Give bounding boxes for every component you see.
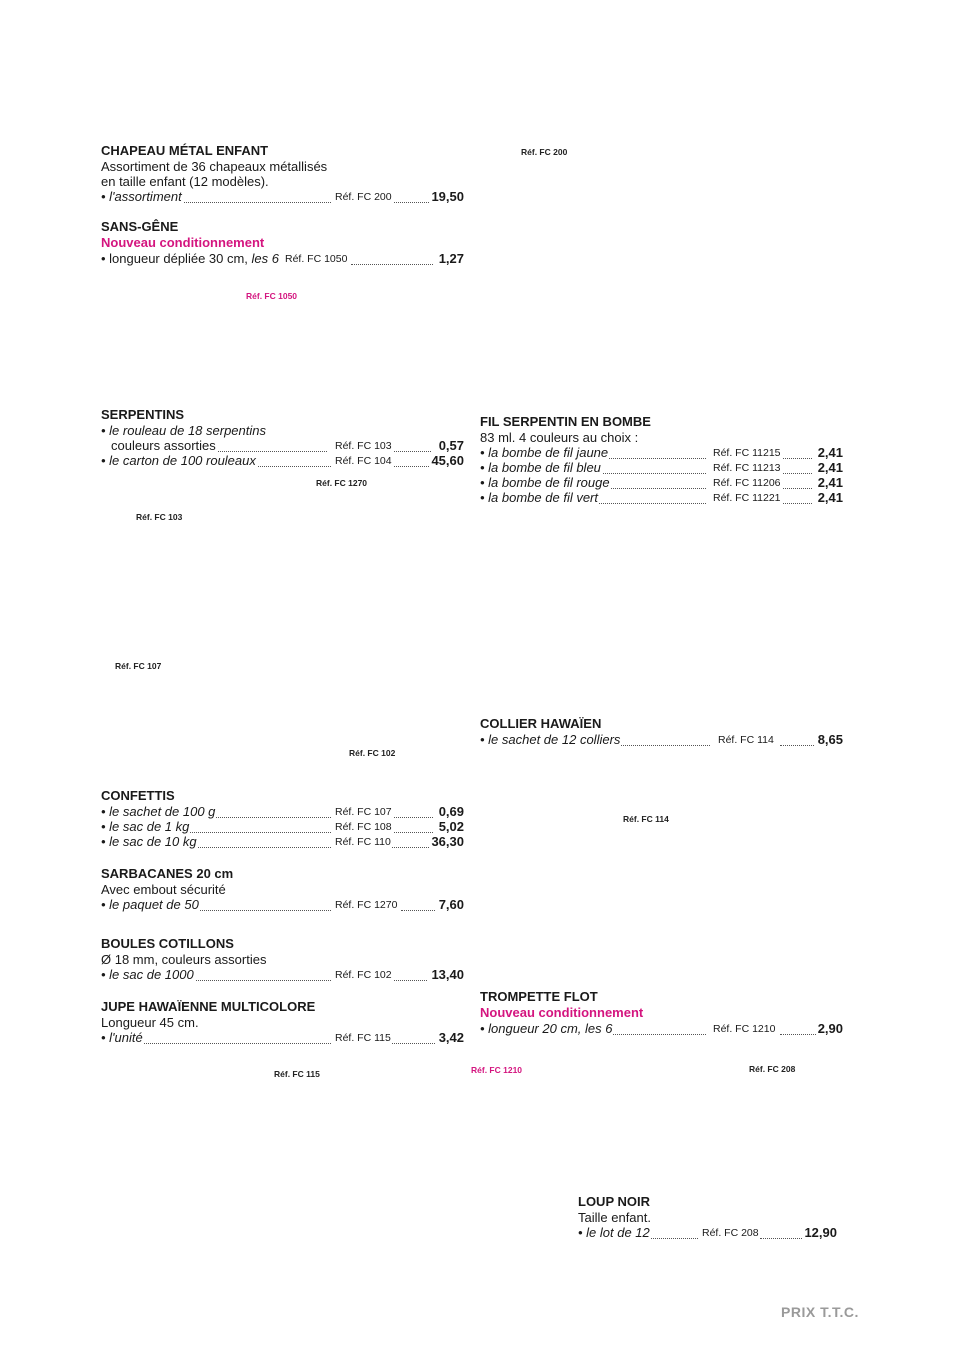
product-desc: Avec embout sécurité [101,882,226,897]
price-line [101,897,464,912]
item-price: 5,02 [438,819,464,834]
item-ref: Réf. FC 11221 [710,491,782,506]
item-label: couleurs assorties [111,438,216,453]
price-line [480,490,843,505]
item-ref: Réf. FC 102 [332,968,393,983]
image-ref-tag: Réf. FC 103 [136,512,183,522]
price-line [578,1225,837,1240]
promo-label: Nouveau conditionnement [101,235,265,250]
product-title: FIL SERPENTIN EN BOMBE [480,414,651,429]
image-ref-tag: Réf. FC 1050 [246,291,298,301]
item-ref: Réf. FC 1210 [710,1022,776,1037]
image-ref-tag: Réf. FC 1270 [316,478,368,488]
image-ref-tag: Réf. FC 1210 [471,1065,523,1075]
item-ref: Réf. FC 208 [699,1226,760,1241]
product-desc: Assortiment de 36 chapeaux métallisés [101,159,328,174]
product-desc: en taille enfant (12 modèles). [101,174,269,189]
price-line [101,804,464,819]
item-label: • le sac de 10 kg [101,834,197,849]
item-ref: Réf. FC 200 [332,190,393,205]
product-title: SERPENTINS [101,407,185,422]
item-price: 2,41 [817,475,843,490]
image-ref-tag: Réf. FC 107 [115,661,162,671]
price-line [480,445,843,460]
item-price: 19,50 [431,189,464,204]
item-price: 3,42 [438,1030,464,1045]
item-price: 45,60 [431,453,464,468]
price-line [101,453,464,468]
image-ref-tag: Réf. FC 208 [749,1064,796,1074]
price-footer: PRIX T.T.C. [781,1304,859,1320]
price-line [101,1030,464,1045]
item-ref: Réf. FC 108 [332,820,393,835]
product-title: COLLIER HAWAÏEN [480,716,602,731]
image-ref-tag: Réf. FC 200 [521,147,568,157]
item-price: 2,41 [817,445,843,460]
product-title: JUPE HAWAÏENNE MULTICOLORE [101,999,316,1014]
price-line [101,438,464,453]
item-ref: Réf. FC 114 [715,733,775,748]
price-line [101,251,464,266]
product-title: TROMPETTE FLOT [480,989,598,1004]
product-title: LOUP NOIR [578,1194,650,1209]
product-title: CONFETTIS [101,788,175,803]
product-sansgene [101,219,464,266]
item-ref: Réf. FC 1270 [332,898,398,913]
price-line [101,189,464,204]
product-jupe [101,999,464,1045]
product-title: BOULES COTILLONS [101,936,234,951]
item-label: • le sac de 1000 [101,967,194,982]
item-label: • la bombe de fil vert [480,490,598,505]
item-ref: Réf. FC 11215 [710,446,782,461]
price-line [480,1021,843,1036]
price-line [101,967,464,982]
item-label: • le sachet de 100 g [101,804,216,819]
product-desc: Longueur 45 cm. [101,1015,199,1030]
item-price: 2,41 [817,460,843,475]
product-chapeau [101,143,464,204]
item-label: • le carton de 100 rouleaux [101,453,256,468]
item-ref: Réf. FC 107 [332,805,393,820]
price-line [480,460,843,475]
image-ref-tag: Réf. FC 115 [274,1069,320,1079]
item-label: • longueur dépliée 30 cm, les 6 [101,251,280,266]
item-ref: Réf. FC 103 [332,439,393,454]
item-ref: Réf. FC 1050 [285,253,348,265]
price-line [101,834,464,849]
product-loup [578,1194,837,1240]
product-desc: • le rouleau de 18 serpentins [101,423,266,438]
product-bombe [480,414,843,505]
item-label: • le lot de 12 [578,1225,650,1240]
item-label: • le sachet de 12 colliers [480,732,621,747]
item-price: 1,27 [438,251,464,266]
item-price: 2,90 [817,1021,843,1036]
item-ref: Réf. FC 115 [332,1031,392,1046]
image-ref-tag: Réf. FC 114 [623,814,669,824]
item-ref: Réf. FC 11213 [710,461,782,476]
item-label: • la bombe de fil bleu [480,460,601,475]
product-title: SARBACANES 20 cm [101,866,234,881]
promo-label: Nouveau conditionnement [480,1005,644,1020]
product-sarbacanes [101,866,464,912]
item-label: • longueur 20 cm, les 6 [480,1021,613,1036]
item-price: 36,30 [431,834,464,849]
item-label: • le sac de 1 kg [101,819,190,834]
item-label: • la bombe de fil jaune [480,445,609,460]
item-price: 0,69 [438,804,464,819]
product-boules [101,936,464,982]
product-collier [480,716,843,747]
product-desc: Taille enfant. [578,1210,651,1225]
price-line [480,732,843,747]
item-price: 7,60 [438,897,464,912]
product-serpentins [101,407,464,468]
item-ref: Réf. FC 110 [332,835,392,850]
image-ref-tag: Réf. FC 102 [349,748,396,758]
item-price: 2,41 [817,490,843,505]
product-desc: Ø 18 mm, couleurs assorties [101,952,267,967]
item-ref: Réf. FC 11206 [710,476,782,491]
price-line [101,819,464,834]
item-label: • la bombe de fil rouge [480,475,610,490]
item-label: • le paquet de 50 [101,897,199,912]
item-price: 12,90 [804,1225,837,1240]
item-price: 0,57 [438,438,464,453]
item-ref: Réf. FC 104 [332,454,393,469]
price-line [480,475,843,490]
product-desc: 83 ml. 4 couleurs au choix : [480,430,639,445]
product-title: CHAPEAU MÉTAL ENFANT [101,143,269,158]
product-trompette [480,989,843,1036]
item-label: • l'unité [101,1030,143,1045]
item-price: 13,40 [431,967,464,982]
item-label: • l'assortiment [101,189,182,204]
product-title: SANS-GÊNE [101,219,179,234]
product-confettis [101,788,464,849]
item-price: 8,65 [817,732,843,747]
